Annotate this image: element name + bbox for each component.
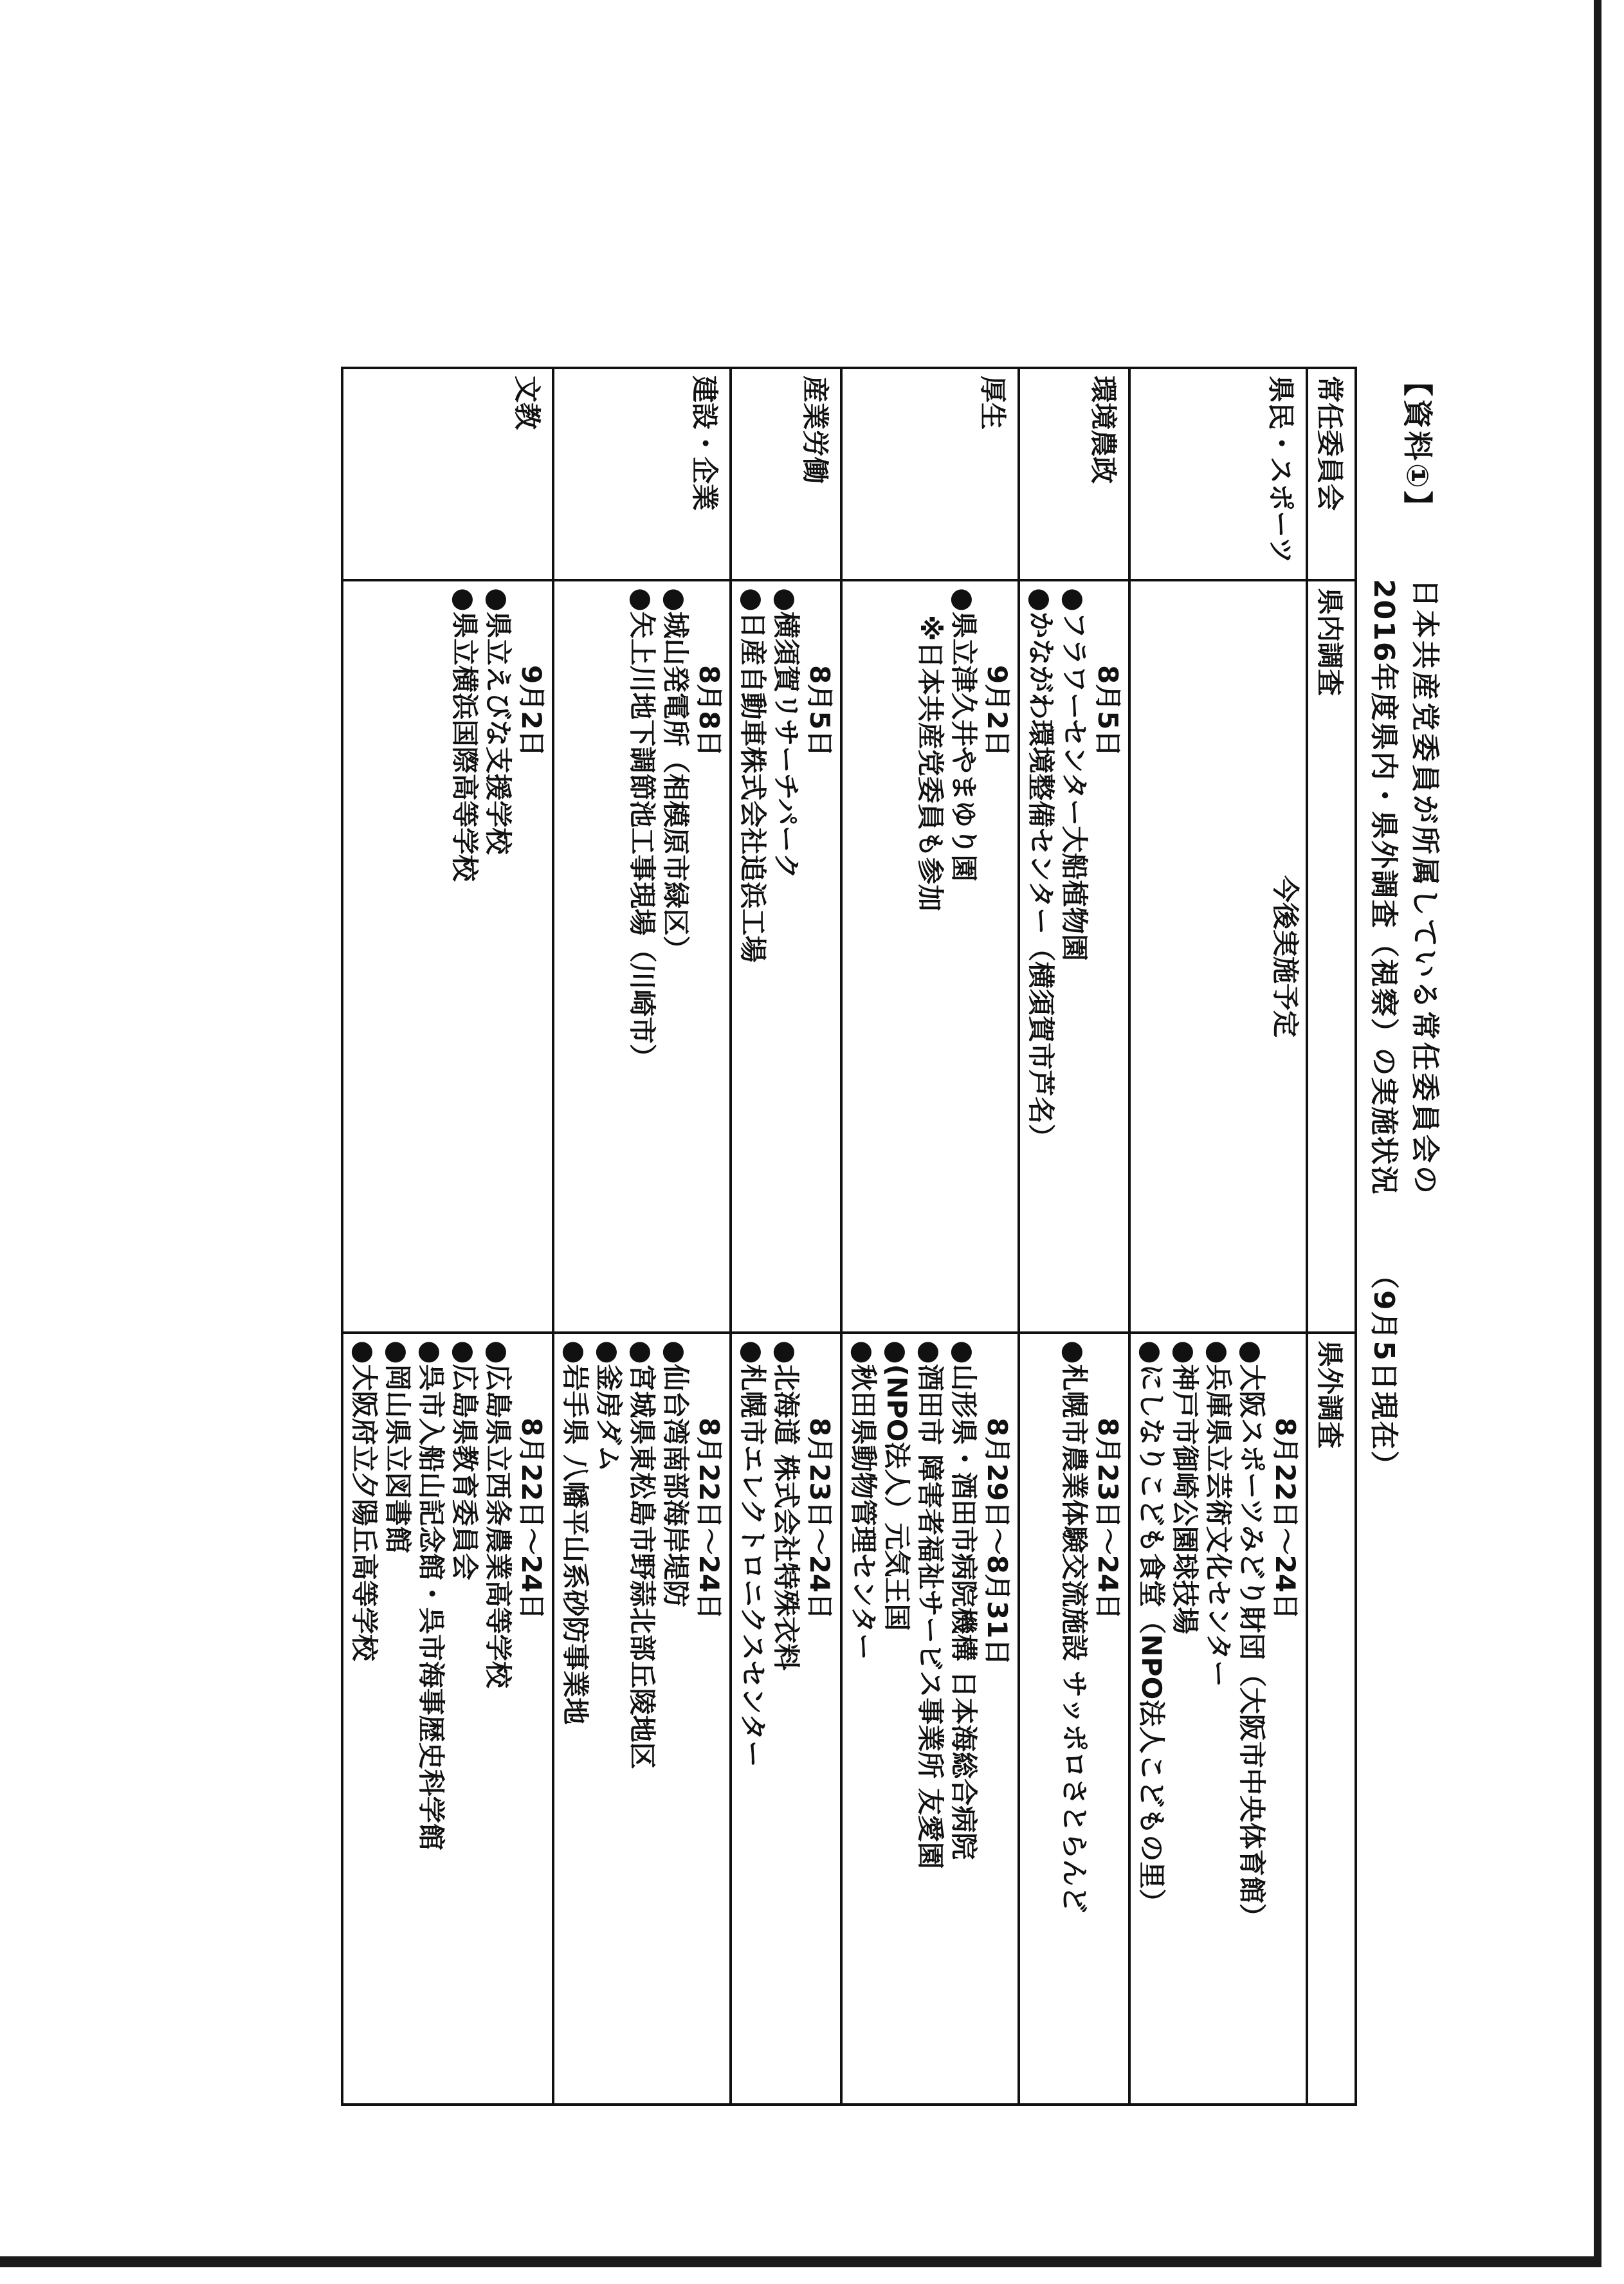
survey-table — [341, 367, 1357, 2106]
out-pref-item: ●酒田市 障害者福祉サービス事業所 友愛園 — [915, 1340, 946, 1869]
out-pref-item: ●広島県教育委員会 — [449, 1340, 480, 1580]
committee-name: 産業労働 — [731, 368, 841, 580]
out-pref-item: ●大阪府立夕陽丘高等学校 — [349, 1340, 380, 1661]
out-pref-date: 8月22日～24日 — [693, 1418, 725, 1620]
in-pref-item: ●県立えびな支援学校 — [482, 588, 514, 855]
title-line-2: 2016年度県内・県外調査（視察）の実施状況 — [1367, 579, 1400, 1196]
out-pref-date: 8月22日～24日 — [516, 1418, 547, 1620]
out-pref-cell — [731, 1333, 841, 2105]
table-row — [342, 368, 553, 2105]
in-pref-cell — [1019, 580, 1129, 1333]
rotated-document — [0, 296, 1479, 2277]
out-pref-date: 8月29日～8月31日 — [981, 1418, 1013, 1666]
out-pref-cell — [1129, 1333, 1307, 2105]
out-pref-item: ●岡山県立図書館 — [382, 1340, 414, 1553]
out-pref-date: 8月23日～24日 — [1092, 1418, 1124, 1620]
out-pref-item: ●仙台湾南部海岸堤防 — [660, 1340, 691, 1607]
in-pref-date: 8月8日 — [693, 665, 725, 757]
table-row — [731, 368, 841, 2105]
table-row — [1019, 368, 1129, 2105]
out-pref-item: ●宮城県東松島市野蒜北部丘陵地区 — [626, 1340, 658, 1769]
in-pref-item: ●かながわ環境整備センター（横須賀市芦名） — [1025, 588, 1057, 1151]
out-pref-item: ●札幌市エレクトロニクスセンター — [737, 1340, 769, 1768]
out-pref-item: ●山形県・酒田市病院機構 日本海総合病院 — [948, 1340, 980, 1860]
in-pref-line: 今後実施予定 — [1270, 875, 1301, 1037]
committee-name: 文教 — [342, 368, 553, 580]
document-label: 【資料①】 — [1400, 367, 1435, 523]
out-pref-item: ●札幌市農業体験交流施設 サッポロさとらんど — [1059, 1340, 1090, 1914]
in-pref-date: 9月2日 — [981, 665, 1013, 757]
table-row — [841, 368, 1019, 2105]
out-pref-cell — [841, 1333, 1019, 2105]
table-row — [1129, 368, 1307, 2105]
in-pref-item: ●フラワーセンター大船植物園 — [1059, 588, 1090, 962]
out-pref-item: ●秋田県動物管理センター — [848, 1340, 879, 1660]
committee-name: 環境農政 — [1019, 368, 1129, 580]
header-committee: 常任委員会 — [1307, 368, 1356, 580]
out-pref-item: ●北海道 株式会社特殊衣料 — [771, 1340, 802, 1671]
table-header-row — [1307, 368, 1356, 2105]
out-pref-cell — [553, 1333, 731, 2105]
in-pref-item: ●県立津久井やまゆり園 — [948, 588, 980, 882]
out-pref-item: ●(NPO法人）元気王国 — [881, 1340, 913, 1631]
in-pref-date: 8月5日 — [804, 665, 835, 757]
committee-name: 厚生 — [841, 368, 1019, 580]
in-pref-note: ※日本共産党委員も参加 — [915, 615, 946, 911]
title-line-1: 日本共産党委員が所属している常任委員会の — [1409, 579, 1441, 1196]
as-of-date: （9月5日現在） — [1367, 1261, 1400, 1481]
in-pref-item: ●県立横浜国際高等学校 — [449, 588, 480, 882]
in-pref-cell — [731, 580, 841, 1333]
in-pref-cell — [553, 580, 731, 1333]
out-pref-item: ●釜房ダム — [593, 1340, 625, 1472]
in-pref-cell — [1129, 580, 1307, 1333]
table-row — [553, 368, 731, 2105]
out-pref-cell — [1019, 1333, 1129, 2105]
in-pref-item: ●城山発電所（相模原市緑区） — [660, 588, 691, 963]
out-pref-cell — [342, 1333, 553, 2105]
header-out-pref: 県外調査 — [1307, 1333, 1356, 2105]
in-pref-cell — [342, 580, 553, 1333]
in-pref-date: 9月2日 — [516, 665, 547, 757]
in-pref-cell — [841, 580, 1019, 1333]
out-pref-item: ●にしなりこども食堂（NPO法人こどもの里） — [1136, 1340, 1167, 1916]
out-pref-item: ●呉市入船山記念館・呉市海事歴史科学館 — [415, 1340, 447, 1850]
committee-name: 建設・企業 — [553, 368, 731, 580]
in-pref-item: ●日産自動車株式会社追浜工場 — [737, 588, 769, 963]
in-pref-item: ●矢上川地下調節池工事現場（川崎市） — [626, 588, 658, 1071]
out-pref-item: ●岩手県 八幡平山系砂防事業地 — [560, 1340, 591, 1725]
scan-edge-right — [1594, 0, 1601, 2267]
committee-name: 県民・スポーツ — [1129, 368, 1307, 580]
out-pref-item: ●広島県立西条農業高等学校 — [482, 1340, 514, 1688]
out-pref-item: ●大阪スポーツみどり財団（大阪市中央体育館） — [1236, 1340, 1268, 1930]
out-pref-date: 8月22日～24日 — [1270, 1418, 1301, 1620]
in-pref-date: 8月5日 — [1092, 665, 1124, 757]
out-pref-item: ●兵庫県立芸術文化センター — [1203, 1340, 1234, 1687]
out-pref-item: ●神戸市御崎公園球技場 — [1169, 1340, 1201, 1634]
out-pref-date: 8月23日～24日 — [804, 1418, 835, 1620]
header-in-pref: 県内調査 — [1307, 580, 1356, 1333]
in-pref-item: ●横須賀リサーチパーク — [771, 588, 802, 880]
